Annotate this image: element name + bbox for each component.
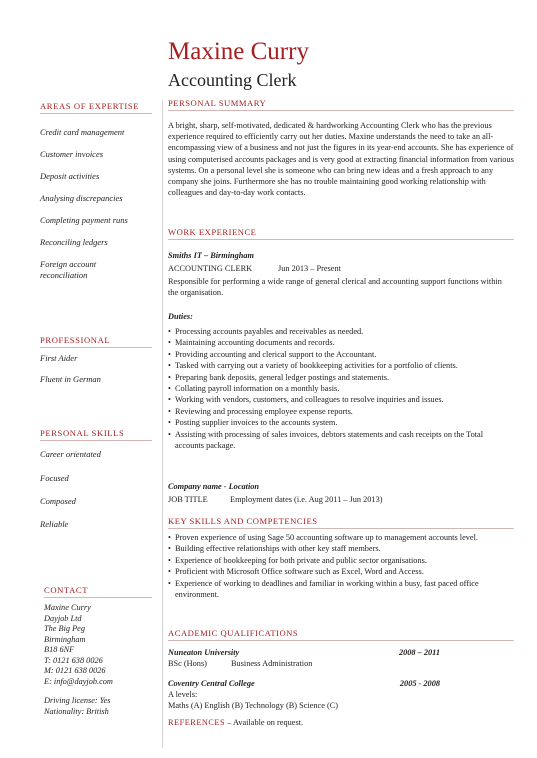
skills-item: Career orientated — [40, 449, 101, 459]
skills-item: Composed — [40, 496, 76, 506]
nationality: Nationality: British — [44, 706, 109, 716]
skill-item: • Building effective relationships with other key staff members. — [168, 543, 514, 554]
professional-item: First Aider — [40, 353, 78, 363]
duty-item: • Maintaining accounting documents and records. — [168, 337, 514, 348]
duty-item: • Posting supplier invoices to the accounts system. — [168, 417, 514, 428]
contact-line: Birmingham — [44, 634, 86, 644]
job1-role: ACCOUNTING CLERK — [168, 264, 253, 273]
contact-heading: CONTACT — [44, 585, 89, 595]
academic-rule — [168, 640, 514, 641]
key-skills-list — [168, 532, 514, 600]
professional-heading: PROFESSIONAL — [40, 335, 111, 345]
duty-item: • Processing accounts payables and receivables as needed. — [168, 326, 514, 337]
key-skills-rule — [168, 528, 514, 529]
skill-item: • Proficient with Microsoft Office software such as Excel, Word and Access. — [168, 566, 514, 577]
job2-role: JOB TITLE — [168, 495, 208, 504]
a-levels-label: A levels: — [168, 690, 198, 699]
duty-item: • Preparing bank deposits, general ledger postings and statements. — [168, 372, 514, 383]
duty-item: • Reviewing and processing employee expense reports. — [168, 406, 514, 417]
duty-item: • Working with vendors, customers, and colleagues to resolve inquiries and issues. — [168, 394, 514, 405]
contact-block — [44, 603, 113, 717]
contact-line: Maxine Curry — [44, 603, 91, 612]
key-skills-heading: KEY SKILLS AND COMPETENCIES — [168, 516, 318, 526]
duties-label: Duties: — [168, 312, 193, 321]
expertise-rule — [40, 113, 152, 114]
expertise-heading: AREAS OF EXPERTISE — [40, 101, 140, 111]
university-name: Nuneaton University — [168, 648, 240, 657]
duty-item: • Providing accounting and clerical support to the Accountant. — [168, 349, 514, 360]
job1-company: Smiths IT – Birmingham — [168, 251, 254, 260]
skill-item: • Experience of bookkeeping for both private and public sector organisations. — [168, 555, 514, 566]
expertise-item: Deposit activities — [40, 171, 100, 181]
experience-rule — [168, 239, 514, 240]
expertise-item: Credit card management — [40, 127, 125, 137]
degree: BSc (Hons) — [168, 659, 207, 668]
job1-role-row — [168, 264, 514, 273]
degree-row — [168, 659, 514, 668]
college-name: Coventry Central College — [168, 679, 255, 688]
job2-role-row — [168, 495, 514, 504]
column-divider — [162, 100, 163, 748]
contact-line: Dayjob Ltd — [44, 613, 82, 623]
job2-company: Company name - Location — [168, 482, 260, 491]
job2-dates: Employment dates (i.e. Aug 2011 – Jun 2013) — [230, 495, 383, 504]
driving-license: Driving license: Yes — [44, 696, 111, 705]
references-text: – Available on request. — [227, 718, 304, 727]
skills-rule — [40, 440, 152, 441]
skills-heading: PERSONAL SKILLS — [40, 428, 125, 438]
contact-line: B18 6NF — [44, 645, 75, 654]
experience-heading: WORK EXPERIENCE — [168, 227, 257, 237]
university-years: 2008 – 2011 — [398, 648, 440, 657]
references-row — [168, 718, 514, 727]
expertise-item: Analysing discrepancies — [40, 193, 123, 203]
candidate-name: Maxine Curry — [168, 38, 309, 65]
job1-dates: Jun 2013 – Present — [278, 264, 341, 273]
expertise-item: Completing payment runs — [40, 215, 128, 225]
expertise-item: Foreign account reconciliation — [40, 259, 97, 280]
professional-item: Fluent in German — [40, 374, 101, 384]
contact-mobile: M: 0121 638 0026 — [44, 666, 106, 675]
a-levels-grades: Maths (A) English (B) Technology (B) Science (C) — [168, 701, 339, 710]
job1-description: Responsible for performing a wide range of general clerical and accounting support functions within the organisation. — [168, 277, 502, 298]
duty-item: • Collating payroll information on a monthly basis. — [168, 383, 514, 394]
university-row — [168, 648, 514, 657]
professional-rule — [40, 347, 152, 348]
contact-phone: T: 0121 638 0026 — [44, 655, 103, 665]
skill-item: • Proven experience of using Sage 50 accounting software up to management accounts level. — [168, 532, 514, 543]
summary-rule — [168, 110, 514, 111]
duty-item: • Assisting with processing of sales invoices, debtors statements and cash receipts on the Total accounts package. — [168, 429, 514, 452]
contact-rule — [44, 597, 152, 598]
duties-list — [168, 326, 514, 451]
skills-item: Reliable — [40, 519, 69, 529]
academic-heading: ACADEMIC QUALIFICATIONS — [168, 628, 299, 638]
college-years: 2005 - 2008 — [399, 679, 440, 688]
skill-item: • Experience of working to deadlines and familiar in working within a busy, fast paced office environment. — [168, 578, 514, 601]
summary-text: A bright, sharp, self-motivated, dedicated & hardworking Accounting Clerk who has the previous experience required to efficiently carry out her duties. Maxine understands the need to take an all-encompassing view of a business and not just the figures in its year-end accounts. She has experience of using computerised accounts packages and is very good at extracting financial information from various systems. On a personal level she is someone who can bring new ideas and a fresh approach to any company she joins. Furthermore she has no trouble maintaining good working relationship with colleagues and day-to-day work contacts. — [168, 121, 514, 198]
degree-subject: Business Administration — [231, 659, 313, 668]
contact-email[interactable]: E: info@dayjob.com — [44, 676, 113, 686]
job-title: Accounting Clerk — [168, 70, 297, 90]
expertise-item: Customer invoices — [40, 149, 104, 159]
college-row — [168, 679, 514, 688]
expertise-item: Reconciling ledgers — [40, 237, 108, 247]
summary-heading: PERSONAL SUMMARY — [168, 98, 267, 108]
skills-item: Focused — [40, 473, 69, 483]
references-heading: REFERENCES — [168, 718, 226, 727]
contact-line: The Big Peg — [44, 624, 86, 633]
duty-item: • Tasked with carrying out a variety of bookkeeping activities for a portfolio of clients. — [168, 360, 514, 371]
